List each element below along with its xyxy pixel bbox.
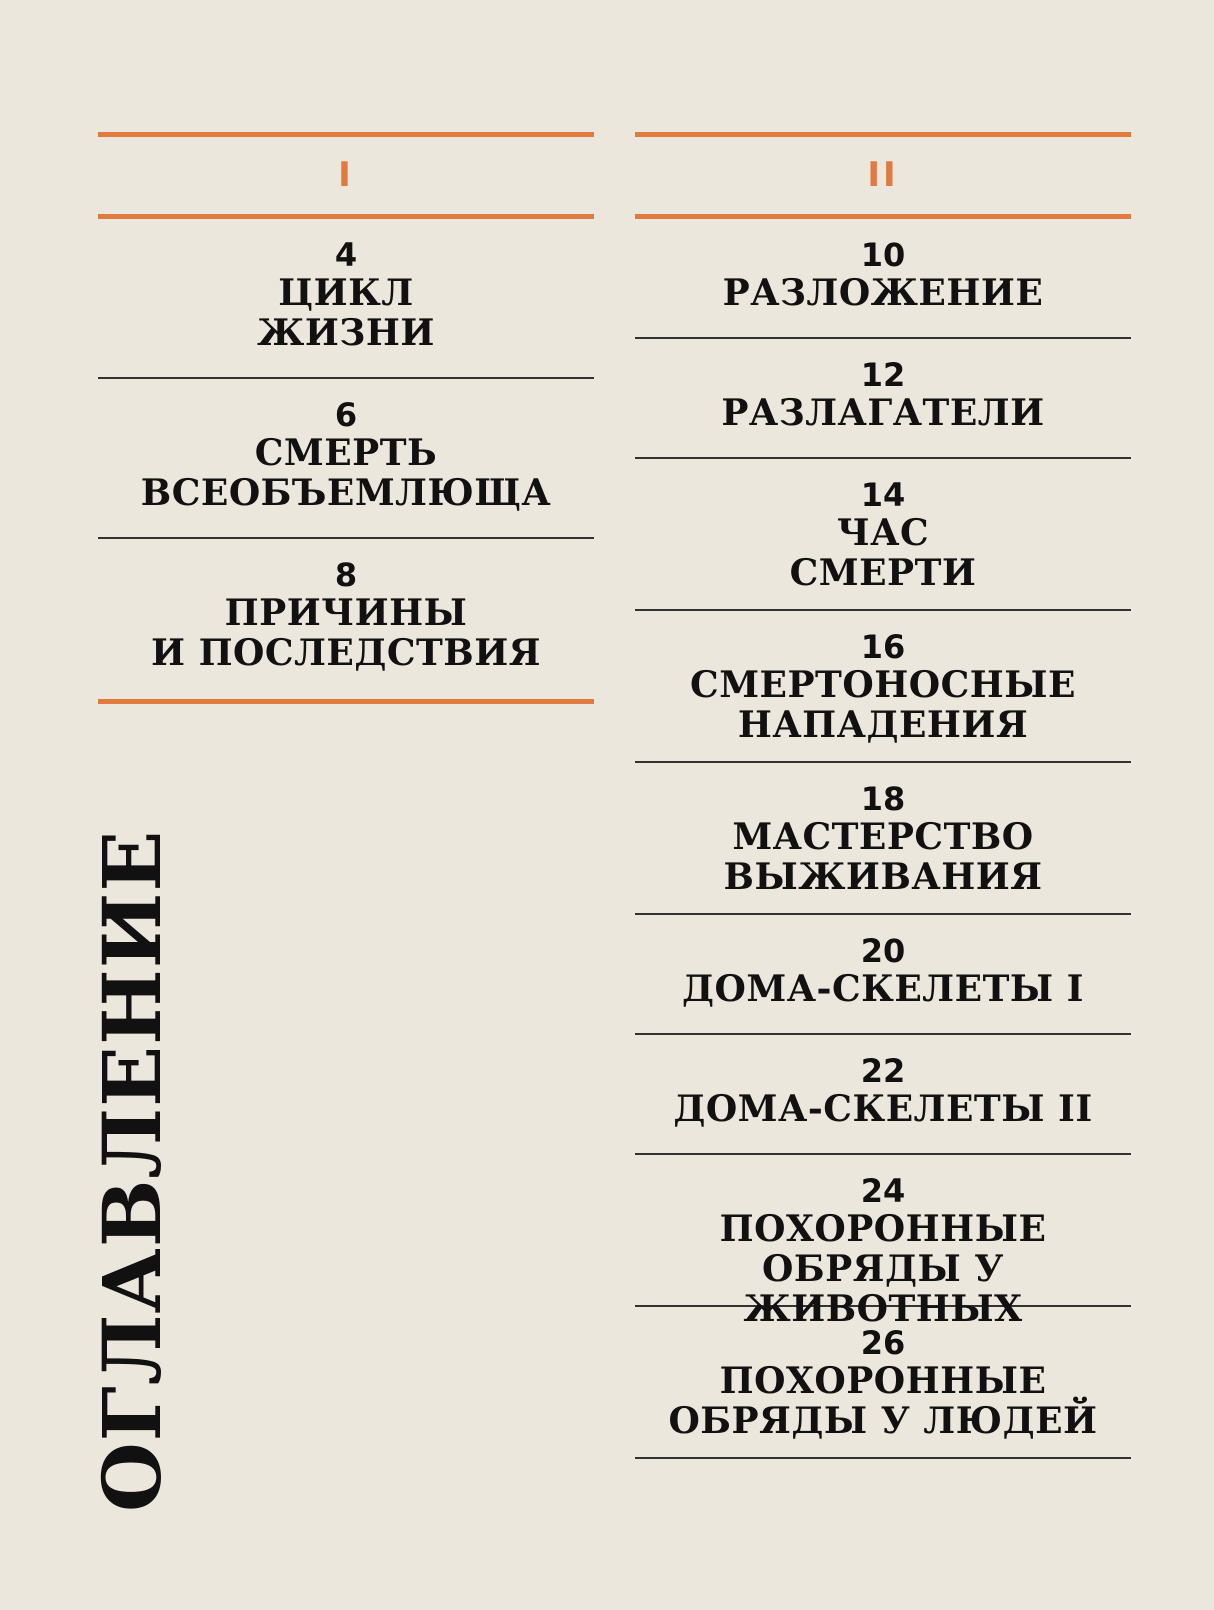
entry-title: ЦИКЛ ЖИЗНИ — [257, 272, 435, 354]
entry-title: СМЕРТОНОСНЫЕ НАПАДЕНИЯ — [690, 664, 1076, 746]
page-number: 20 — [860, 932, 906, 970]
section-bottom-rule — [98, 699, 594, 704]
toc-entry[interactable] — [635, 459, 1131, 611]
section-numeral: II — [867, 155, 899, 195]
page-number: 4 — [334, 236, 358, 274]
entry-title: РАЗЛАГАТЕЛИ — [721, 392, 1045, 434]
toc-entry[interactable] — [635, 1155, 1131, 1330]
page-number: 18 — [860, 780, 906, 818]
toc-entry[interactable] — [635, 763, 1131, 915]
toc-entry[interactable] — [635, 611, 1131, 763]
section-1 — [98, 132, 594, 704]
page-number: 10 — [860, 236, 906, 274]
toc-entry[interactable] — [635, 915, 1131, 1035]
entry-title: СМЕРТЬ ВСЕОБЪЕМЛЮЩА — [140, 432, 552, 514]
toc-entry[interactable] — [635, 339, 1131, 459]
entry-title: ДОМА-СКЕЛЕТЫ I — [681, 968, 1084, 1010]
toc-entry[interactable] — [635, 219, 1131, 339]
section-numeral: I — [338, 155, 354, 195]
entry-title: ПОХОРОННЫЕ ОБРЯДЫ У ЖИВОТНЫХ — [719, 1208, 1047, 1330]
entry-title: ЧАС СМЕРТИ — [789, 512, 977, 594]
page-number: 16 — [860, 628, 906, 666]
entry-title: ДОМА-СКЕЛЕТЫ II — [673, 1088, 1093, 1130]
page-number: 26 — [860, 1324, 906, 1362]
page-number: 14 — [860, 476, 906, 514]
page-number: 8 — [334, 556, 358, 594]
toc-entry[interactable] — [98, 379, 594, 539]
entry-title: ПРИЧИНЫ И ПОСЛЕДСТВИЯ — [151, 592, 541, 674]
page-title: ОГЛАВЛЕНИЕ — [85, 829, 179, 1512]
entry-title: РАЗЛОЖЕНИЕ — [722, 272, 1044, 314]
entry-title: МАСТЕРСТВО ВЫЖИВАНИЯ — [723, 816, 1043, 898]
page-number: 12 — [860, 356, 906, 394]
toc-entry[interactable] — [635, 1307, 1131, 1459]
entry-title: ПОХОРОННЫЕ ОБРЯДЫ У ЛЮДЕЙ — [668, 1360, 1098, 1442]
toc-entry[interactable] — [98, 219, 594, 379]
page-number: 22 — [860, 1052, 906, 1090]
toc-entry[interactable] — [98, 539, 594, 699]
page-number: 24 — [860, 1172, 906, 1210]
section-2 — [635, 132, 1131, 1459]
page-number: 6 — [334, 396, 358, 434]
toc-entry[interactable] — [635, 1035, 1131, 1155]
